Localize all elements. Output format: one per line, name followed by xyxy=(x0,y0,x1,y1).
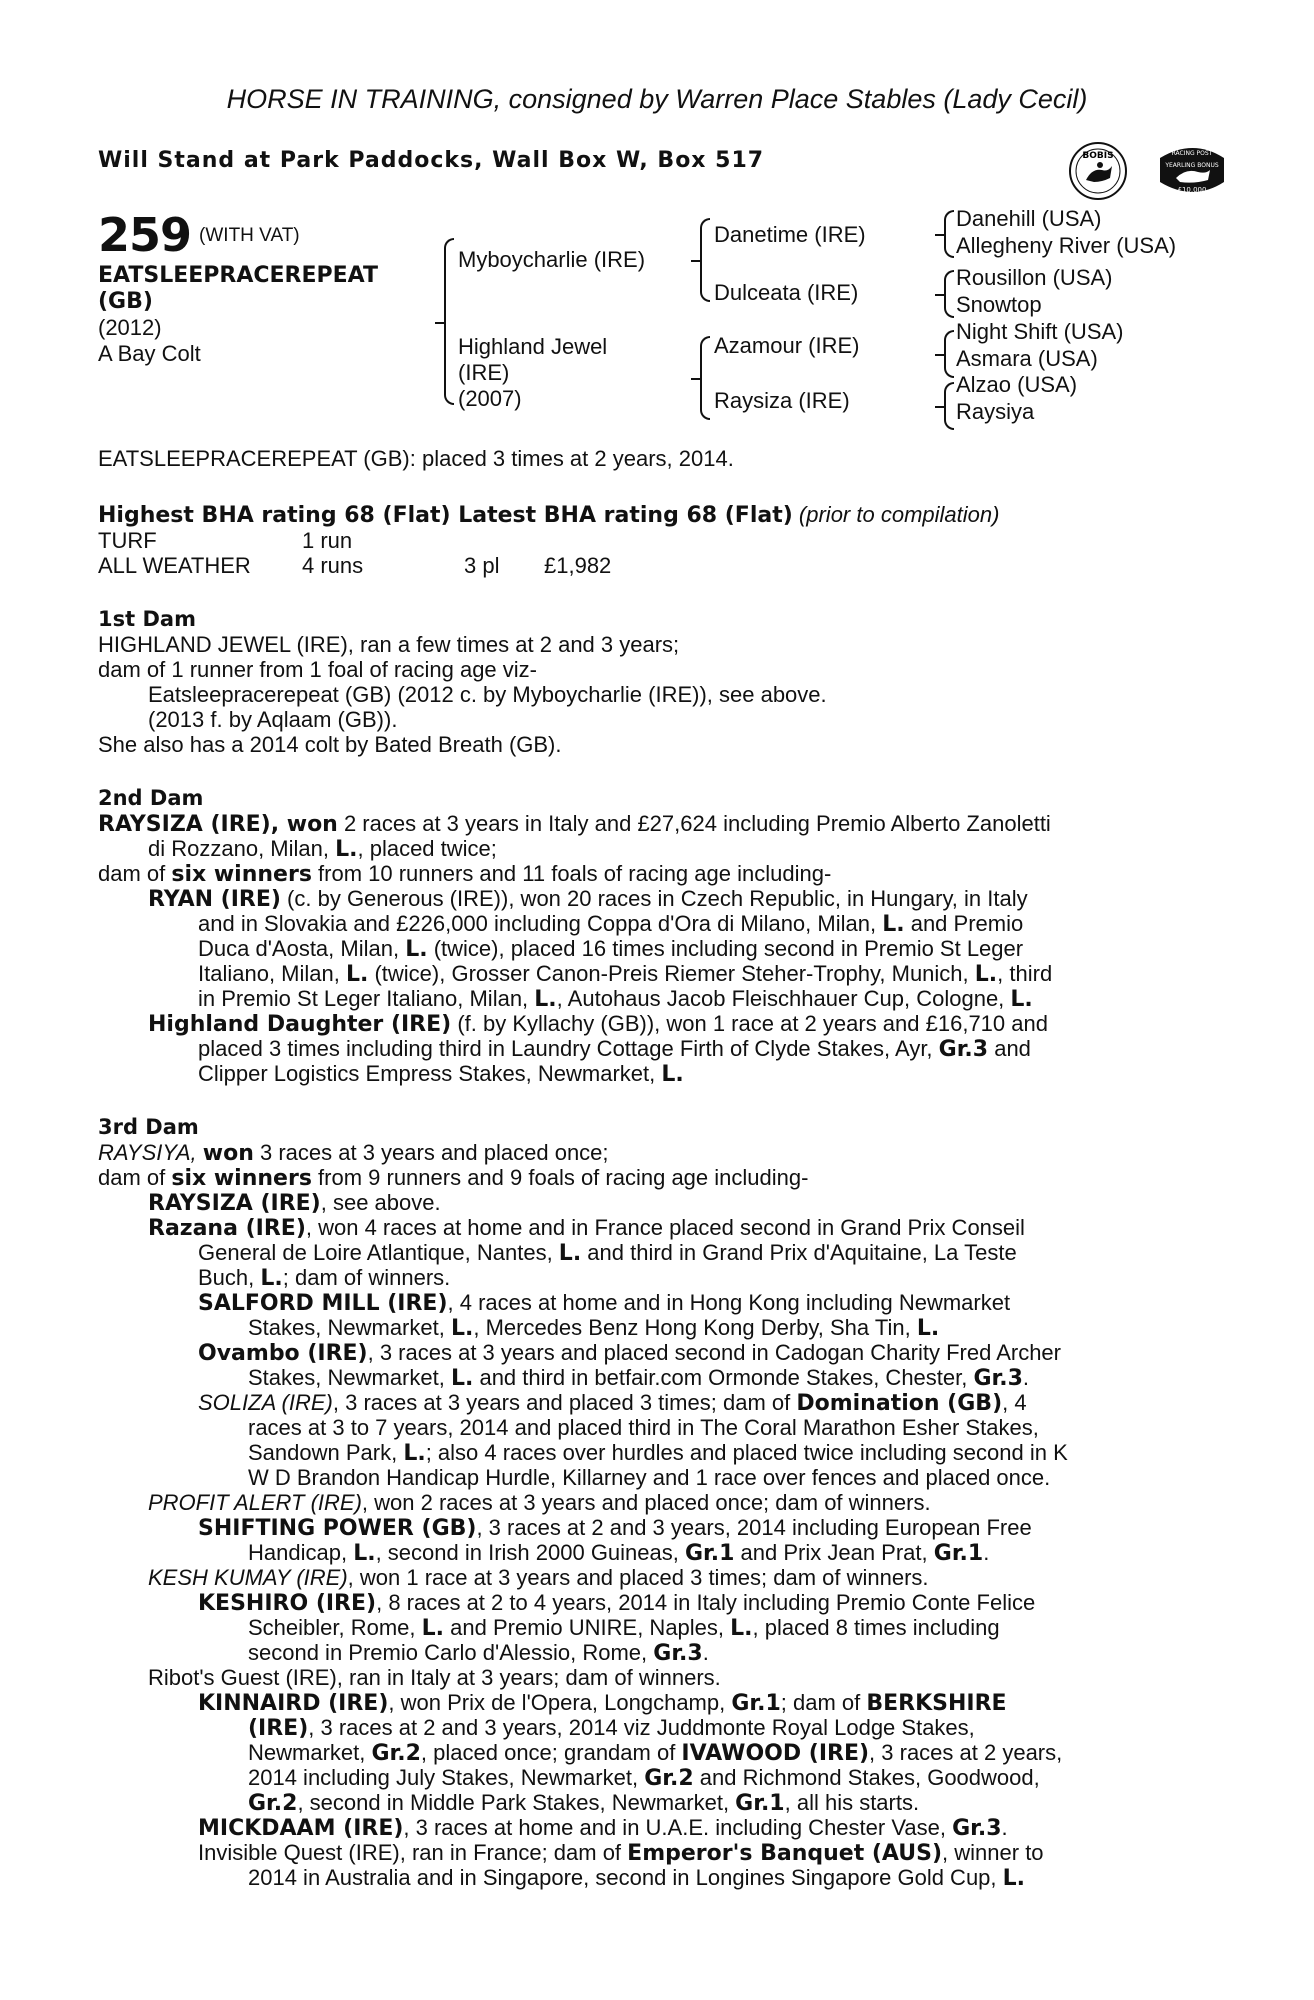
dam-dam: Raysiza (IRE) xyxy=(714,388,850,413)
dam3-line: (IRE), 3 races at 2 and 3 years, 2014 viz Juddmonte Royal Lodge Stakes, xyxy=(248,1715,975,1741)
dam3-line: W D Brandon Handicap Hurdle, Killarney and 1 race over fences and placed once. xyxy=(248,1465,1051,1490)
sire-dam: Dulceata (IRE) xyxy=(714,280,859,305)
dam1-line: Eatsleepracerepeat (GB) (2012 c. by Myboycharlie (IRE)), see above. xyxy=(148,682,827,707)
gdam-2: Snowtop xyxy=(956,292,1042,317)
dam3-line: 2014 including July Stakes, Newmarket, Gr.2 and Richmond Stakes, Goodwood, xyxy=(248,1765,1040,1791)
dam3-line: Handicap, L., second in Irish 2000 Guineas, Gr.1 and Prix Jean Prat, Gr.1. xyxy=(248,1540,990,1566)
dam2-line: Duca d'Aosta, Milan, L. (twice), placed 16 times including second in Premio St Leger xyxy=(198,936,1024,962)
dam3-line: Sandown Park, L.; also 4 races over hurdles and placed twice including second in K xyxy=(248,1440,1068,1466)
dam3-line: Invisible Quest (IRE), ran in France; dam of Emperor's Banquet (AUS), winner to xyxy=(198,1840,1044,1866)
turf-runs: 1 run xyxy=(302,528,353,553)
dam2-line: Italiano, Milan, L. (twice), Grosser Canon-Preis Riemer Steher-Trophy, Munich, L., third xyxy=(198,961,1053,987)
ratings: Highest BHA rating 68 (Flat) Latest BHA rating 68 (Flat) (prior to compilation) xyxy=(98,502,1000,528)
third-dam-heading: 3rd Dam xyxy=(98,1115,199,1139)
dam3-line: dam of six winners from 9 runners and 9 foals of racing age including- xyxy=(98,1165,809,1191)
dam3-line: Scheibler, Rome, L. and Premio UNIRE, Naples, L., placed 8 times including xyxy=(248,1615,1000,1641)
dam3-line: RAYSIYA, won 3 races at 3 years and placed once; xyxy=(98,1140,609,1166)
summary: EATSLEEPRACEREPEAT (GB): placed 3 times at 2 years, 2014. xyxy=(98,446,734,471)
dam3-line: MICKDAAM (IRE), 3 races at home and in U.A.E. including Chester Vase, Gr.3. xyxy=(198,1815,1008,1841)
dam3-line: Razana (IRE), won 4 races at home and in France placed second in Grand Prix Conseil xyxy=(148,1215,1025,1241)
dam3-line: 2014 in Australia and in Singapore, second in Longines Singapore Gold Cup, L. xyxy=(248,1865,1026,1891)
dam2-line: and in Slovakia and £226,000 including Coppa d'Ora di Milano, Milan, L. and Premio xyxy=(198,911,1024,937)
gdam-1: Allegheny River (USA) xyxy=(956,233,1177,258)
dam2-line: RAYSIZA (IRE), won 2 races at 3 years in Italy and £27,624 including Premio Alberto Zanoletti xyxy=(98,811,1051,837)
page-heading: HORSE IN TRAINING, consigned by Warren Place Stables (Lady Cecil) xyxy=(226,84,1088,114)
stand-location: Will Stand at Park Paddocks, Wall Box W, Box 517 xyxy=(98,148,765,173)
dam3-line: Ovambo (IRE), 3 races at 3 years and placed second in Cadogan Charity Fred Archer xyxy=(198,1340,1061,1366)
dam3-line: SOLIZA (IRE), 3 races at 3 years and placed 3 times; dam of Domination (GB), 4 xyxy=(198,1390,1027,1416)
horse-info: EATSLEEPRACEREPEAT (GB) (2012) A Bay Colt xyxy=(98,263,378,366)
gdam-4: Raysiya xyxy=(956,399,1035,424)
gsire-2: Rousillon (USA) xyxy=(956,265,1113,290)
aw-prize: £1,982 xyxy=(544,553,612,578)
dam1-line: She also has a 2014 colt by Bated Breath (GB). xyxy=(98,732,562,757)
first-dam-heading: 1st Dam xyxy=(98,607,196,631)
gsire-1: Danehill (USA) xyxy=(956,206,1102,231)
dam3-line: Stakes, Newmarket, L., Mercedes Benz Hong Kong Derby, Sha Tin, L. xyxy=(248,1315,940,1341)
aw-placings: 3 pl xyxy=(464,553,500,578)
dam3-line: KESH KUMAY (IRE), won 1 race at 3 years and placed 3 times; dam of winners. xyxy=(148,1565,929,1590)
gsire-3: Night Shift (USA) xyxy=(956,319,1124,344)
dam2-line: Highland Daughter (IRE) (f. by Kyllachy (GB)), won 1 race at 2 years and £16,710 and xyxy=(148,1011,1048,1037)
dam3-line: KESHIRO (IRE), 8 races at 2 to 4 years, 2014 in Italy including Premio Conte Felice xyxy=(198,1590,1036,1616)
dam3-line: SHIFTING POWER (GB), 3 races at 2 and 3 years, 2014 including European Free xyxy=(198,1515,1032,1541)
second-dam-heading: 2nd Dam xyxy=(98,786,204,810)
dam3-line: SALFORD MILL (IRE), 4 races at home and in Hong Kong including Newmarket xyxy=(198,1290,1011,1316)
dam2-line: placed 3 times including third in Laundry Cottage Firth of Clyde Stakes, Ayr, Gr.3 and xyxy=(198,1036,1031,1062)
dam3-line: Gr.2, second in Middle Park Stakes, Newmarket, Gr.1, all his starts. xyxy=(248,1790,920,1816)
aw-runs: 4 runs xyxy=(302,553,364,578)
logos xyxy=(1068,138,1228,209)
dam3-line: RAYSIZA (IRE), see above. xyxy=(148,1190,441,1216)
dam2-line: in Premio St Leger Italiano, Milan, L., Autohaus Jacob Fleischhauer Cup, Cologne, L. xyxy=(198,986,1033,1012)
svg-text:YEARLING BONUS: YEARLING BONUS xyxy=(1165,162,1219,169)
dam3-line: Stakes, Newmarket, L. and third in betfair.com Ormonde Stakes, Chester, Gr.3. xyxy=(248,1365,1030,1391)
dam2-line: RYAN (IRE) (c. by Generous (IRE)), won 20 races in Czech Republic, in Hungary, in Italy xyxy=(148,886,1028,912)
dam2-line: di Rozzano, Milan, L., placed twice; xyxy=(148,836,497,862)
dam3-line: Ribot's Guest (IRE), ran in Italy at 3 years; dam of winners. xyxy=(148,1665,721,1690)
record-turf: TURF xyxy=(98,528,157,553)
dam3-line: second in Premio Carlo d'Alessio, Rome, Gr.3. xyxy=(248,1640,709,1666)
record-aw: ALL WEATHER xyxy=(98,553,251,578)
dam: Highland Jewel (IRE) (2007) xyxy=(458,334,608,411)
dam1-line: (2013 f. by Aqlaam (GB)). xyxy=(148,707,398,732)
svg-text:RACING POST: RACING POST xyxy=(1171,150,1213,157)
lot-number: 259 (WITH VAT) xyxy=(98,208,300,262)
dam3-line: Buch, L.; dam of winners. xyxy=(198,1265,451,1291)
gdam-3: Asmara (USA) xyxy=(956,346,1098,371)
dam3-line: KINNAIRD (IRE), won Prix de l'Opera, Longchamp, Gr.1; dam of BERKSHIRE xyxy=(198,1690,1007,1716)
dam3-line: races at 3 to 7 years, 2014 and placed third in The Coral Marathon Esher Stakes, xyxy=(248,1415,1039,1440)
dam2-line: dam of six winners from 10 runners and 11 foals of racing age including- xyxy=(98,861,832,887)
svg-text:BOBIS: BOBIS xyxy=(1082,151,1114,161)
dam3-line: General de Loire Atlantique, Nantes, L. and third in Grand Prix d'Aquitaine, La Teste xyxy=(198,1240,1017,1266)
gsire-4: Alzao (USA) xyxy=(956,372,1078,397)
dam1-line: dam of 1 runner from 1 foal of racing age viz- xyxy=(98,657,537,682)
sire-sire: Danetime (IRE) xyxy=(714,222,866,247)
dam3-line: Newmarket, Gr.2, placed once; grandam of IVAWOOD (IRE), 3 races at 2 years, xyxy=(248,1740,1063,1766)
dam2-line: Clipper Logistics Empress Stakes, Newmarket, L. xyxy=(198,1061,684,1087)
dam3-line: PROFIT ALERT (IRE), won 2 races at 3 years and placed once; dam of winners. xyxy=(148,1490,931,1515)
dam1-line: HIGHLAND JEWEL (IRE), ran a few times at 2 and 3 years; xyxy=(98,632,680,657)
dam-sire: Azamour (IRE) xyxy=(714,333,860,358)
svg-text:£10,000: £10,000 xyxy=(1177,186,1207,194)
sire: Myboycharlie (IRE) xyxy=(458,247,646,272)
bobis-logo-icon xyxy=(1068,138,1228,204)
